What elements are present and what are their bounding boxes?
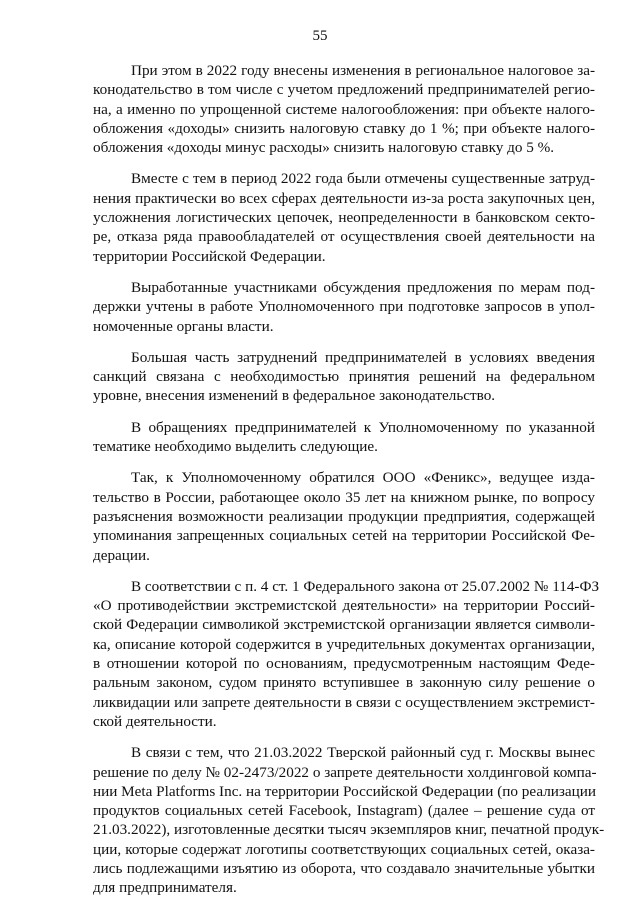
paragraph [93, 743, 605, 897]
text-line: ральным законом, судом принято вступившее в законную силу решение о [93, 674, 595, 692]
text-line: В обращениях предпринимателей к Уполномоченному по указанной [131, 418, 595, 436]
text-line: на, а именно по упрощенной системе налогообложения: при объекте налого- [93, 100, 595, 118]
text-line: упоминания запрещенных социальных сетей на территории Российской Фе- [93, 527, 595, 545]
text-line: усложнения логистических цепочек, неопределенности в банковском секто- [93, 209, 595, 227]
text-line: держки учтены в работе Уполномоченного при подготовке запросов в упол- [93, 298, 595, 316]
paragraph [93, 418, 595, 457]
text-line: тельство в России, работающее около 35 лет на книжном рынке, по вопросу [93, 488, 595, 506]
text-line: обложения «доходы» снизить налоговую ставку до 1 %; при объекте налого- [93, 119, 595, 137]
text-line: разъяснения возможности реализации продукции предприятия, содержащей [93, 507, 595, 525]
text-line: номоченные органы власти. [93, 317, 274, 335]
text-line: нения практически во всех сферах деятельности из-за роста закупочных цен, [93, 189, 595, 207]
text-line: конодательство в том числе с учетом предложений предпринимателей регио- [93, 81, 595, 99]
text-line: лись подлежащими изъятию из оборота, что создавало значительные убытки [93, 859, 595, 877]
page-number: 55 [312, 28, 328, 44]
text-line: Так, к Уполномоченному обратился ООО «Феникс», ведущее изда- [131, 469, 595, 487]
text-line: Большая часть затруднений предпринимателей в условиях введения [131, 348, 595, 366]
paragraph [93, 348, 595, 406]
text-line: уровне, внесения изменений в федеральное законодательство. [93, 387, 496, 405]
text-line: для предпринимателя. [93, 879, 237, 897]
text-line: ре, отказа ряда правообладателей от осуществления своей деятельности на [93, 228, 595, 246]
text-line: дерации. [93, 546, 150, 564]
text-line: Вместе с тем в период 2022 года были отмечены существенные затруд- [131, 170, 595, 188]
text-line: В соответствии с п. 4 ст. 1 Федерального закона от 25.07.2002 № 114-ФЗ [131, 577, 600, 595]
document-body [93, 61, 605, 910]
text-line: ликвидации или запрете деятельности в связи с осуществлением экстремист- [93, 693, 595, 711]
text-line: ка, описание которой содержится в учредительных документах организации, [93, 635, 595, 653]
text-line: тематике необходимо выделить следующие. [93, 438, 378, 456]
text-line: решение по делу № 02-2473/2022 о запрете деятельности холдинговой компа- [93, 763, 597, 781]
paragraph [93, 169, 595, 265]
text-line: В связи с тем, что 21.03.2022 Тверской районный суд г. Москвы вынес [131, 744, 595, 762]
text-line: 21.03.2022), изготовленные десятки тысяч экземпляров книг, печатной продук- [93, 821, 605, 839]
text-line: территории Российской Федерации. [93, 247, 326, 265]
text-line: Выработанные участниками обсуждения предложения по мерам под- [131, 278, 595, 296]
text-line: ции, которые содержат логотипы соответствующих социальных сетей, оказа- [93, 840, 595, 858]
text-line: обложения «доходы минус расходы» снизить налоговую ставку до 5 %. [93, 139, 555, 157]
text-line: в отношении которой по основаниям, предусмотренным настоящим Феде- [93, 655, 595, 673]
text-line: санкций связана с необходимостью принятия решений на федеральном [93, 368, 595, 386]
text-line: продуктов социальных сетей Facebook, Instagram) (далее – решение суда от [93, 802, 595, 820]
text-line: нии Meta Platforms Inc. на территории Российской Федерации (по реализации [93, 782, 597, 800]
text-line: ской Федерации символикой экстремистской организации является символи- [93, 616, 595, 634]
text-line: ской деятельности. [93, 712, 217, 730]
paragraph [93, 61, 595, 157]
text-line: «О противодействии экстремистской деятельности» на территории Россий- [93, 597, 595, 615]
paragraph [93, 278, 595, 336]
paragraph [93, 577, 600, 731]
text-line: При этом в 2022 году внесены изменения в региональное налоговое за- [131, 62, 595, 79]
paragraph [93, 468, 595, 564]
